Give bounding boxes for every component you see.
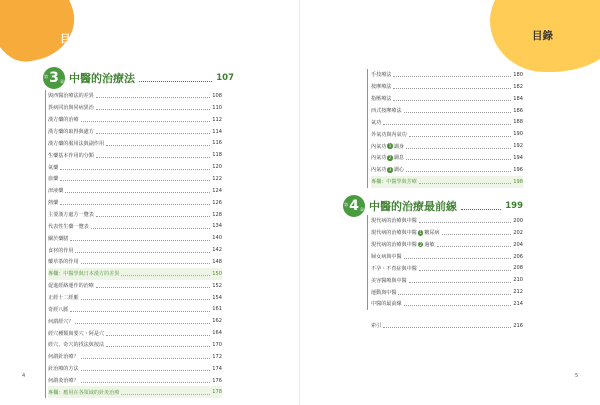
toc-entry[interactable]: [371, 251, 523, 263]
entry-page: 172: [212, 353, 222, 360]
entry-page: 161: [212, 306, 222, 313]
chapter4-title: 中醫的治療最前線: [369, 199, 457, 213]
entry-title: 外氣功與內氣功: [371, 131, 407, 138]
toc-entry[interactable]: [48, 339, 222, 351]
dot-leader: [96, 287, 210, 288]
entry-page: 170: [212, 341, 222, 348]
chapter4-toc-list: [371, 215, 523, 310]
circled-number: 3: [388, 167, 392, 173]
toc-entry[interactable]: [371, 105, 523, 117]
entry-title: 氣藥: [48, 164, 59, 171]
entry-title: 專欄：應用在各領域的針灸治療: [48, 389, 120, 396]
dot-leader: [96, 133, 210, 134]
chapter4-number: 4: [349, 198, 359, 214]
entry-page: 128: [212, 211, 222, 218]
toc-entry[interactable]: [48, 315, 222, 327]
entry-title: 正經十二經脈: [48, 295, 79, 302]
entry-title: 針治療的方法: [48, 366, 79, 373]
chapter4-badge: 第 4 章: [343, 195, 365, 217]
toc-entry[interactable]: [48, 244, 222, 256]
entry-page: 108: [212, 92, 222, 99]
entry-page: 216: [513, 322, 523, 329]
left-page-header: 目錄: [60, 33, 81, 45]
toc-entry[interactable]: [48, 220, 222, 232]
left-page-number: 4: [22, 373, 26, 379]
chapter3-toc-list: [48, 90, 222, 398]
toc-entry[interactable]: [371, 239, 523, 251]
entry-title: 異病同治與同病異治: [48, 105, 94, 112]
entry-title: 指壓療法: [371, 96, 392, 103]
dot-leader: [393, 100, 511, 101]
entry-title: 奇經八脈: [48, 306, 69, 313]
dot-leader: [442, 234, 512, 235]
toc-entry[interactable]: [48, 375, 222, 387]
toc-entry[interactable]: [48, 90, 222, 102]
entry-page: 140: [212, 235, 222, 242]
entry-page: 122: [212, 175, 222, 182]
entry-page: 164: [212, 330, 222, 337]
entry-title: 促進經絡運作的治療: [48, 283, 94, 290]
dot-leader: [60, 180, 210, 181]
toc-entry[interactable]: [48, 327, 222, 339]
dot-leader: [393, 88, 511, 89]
toc-entry[interactable]: [371, 152, 523, 164]
entry-title: 運動與中醫: [371, 289, 397, 296]
toc-entry[interactable]: [371, 298, 523, 310]
entry-page: 206: [513, 253, 523, 260]
entry-title: 按摩療法: [371, 84, 392, 91]
entry-page: 112: [212, 116, 222, 123]
dot-leader: [106, 145, 210, 146]
entry-page: 150: [212, 270, 222, 277]
entry-title: 漢方藥的服用法與副作用: [48, 140, 105, 147]
entry-page: 148: [212, 258, 222, 265]
entry-page: 212: [513, 289, 523, 296]
toc-entry[interactable]: [371, 227, 523, 239]
dot-leader: [393, 76, 511, 77]
entry-title: 生藥基本作用的分類: [48, 152, 94, 159]
entry-page: 208: [513, 265, 523, 272]
toc-entry-column[interactable]: [371, 176, 523, 188]
entry-title: 經穴種類與要穴・阿是穴: [48, 330, 105, 337]
entry-page: 174: [212, 365, 222, 372]
chapter3-title: 中醫的治療法: [69, 71, 135, 85]
entry-title: 食材的作用: [48, 247, 74, 254]
entry-title: 美容醫療與中醫: [371, 277, 407, 284]
dot-leader: [81, 382, 211, 383]
entry-title: 熱藥: [48, 200, 59, 207]
toc-entry-column[interactable]: [48, 386, 222, 398]
dot-leader: [404, 305, 512, 306]
entry-page: 124: [212, 187, 222, 194]
dot-leader: [81, 263, 211, 264]
dot-leader: [96, 216, 210, 217]
chapter4-list-bar: [367, 215, 368, 310]
entry-title: 與西醫治療法的差異: [48, 93, 94, 100]
dot-leader: [65, 192, 210, 193]
toc-entry[interactable]: [48, 209, 222, 221]
dot-leader: [70, 240, 210, 241]
entry-title: 氣功: [371, 119, 382, 126]
entry-title: 藥草茶的作用: [48, 259, 79, 266]
entry-title: 現代病的治療與中醫 1 糖尿病: [371, 230, 440, 237]
entry-page: 178: [212, 389, 222, 396]
entry-page: 204: [513, 241, 523, 248]
toc-entry[interactable]: [371, 274, 523, 286]
entry-page: 120: [212, 164, 222, 171]
toc-entry[interactable]: [48, 137, 222, 149]
chapter3-leader: [139, 81, 212, 82]
entry-title: 何謂灸治療？: [48, 378, 79, 385]
toc-entry[interactable]: [371, 164, 523, 176]
entry-title: 內氣功 3 調心: [371, 167, 404, 174]
toc-entry[interactable]: [48, 102, 222, 114]
toc-entry[interactable]: [48, 149, 222, 161]
chapter4-leader: [461, 209, 501, 210]
entry-page: 110: [212, 104, 222, 111]
entry-page: 198: [513, 178, 523, 185]
entry-title: 何謂針治療？: [48, 354, 79, 361]
chapter3-toc-continued-list: [371, 69, 523, 188]
dot-leader: [409, 136, 512, 137]
entry-title: 漢方藥的取得與處方: [48, 129, 94, 135]
entry-title: 專欄：中醫學與日本漢方的差異: [48, 271, 120, 278]
dot-leader: [409, 282, 512, 283]
circled-number: 2: [419, 241, 422, 247]
entry-page: 202: [513, 229, 523, 236]
dot-leader: [404, 258, 512, 259]
dot-leader: [121, 275, 210, 276]
chapter3-badge: 第 3 章: [43, 67, 65, 89]
dot-leader: [96, 97, 210, 98]
toc-entry-index[interactable]: [371, 320, 523, 332]
toc-entry[interactable]: [371, 286, 523, 298]
chapter3-number: 3: [49, 70, 59, 86]
chapter3-continued-list-bar: [367, 69, 368, 188]
toc-entry[interactable]: [48, 363, 222, 375]
chapter3-list-bar: [45, 90, 46, 398]
toc-entry[interactable]: [48, 292, 222, 304]
dot-leader: [81, 121, 211, 122]
entry-page: 154: [212, 294, 222, 301]
dot-leader: [96, 109, 210, 110]
entry-page: 186: [513, 107, 523, 114]
chapter3-heading[interactable]: [43, 67, 234, 89]
entry-title: 中醫的最前線: [371, 301, 402, 308]
entry-title: 內氣功 1 調身: [371, 143, 404, 150]
entry-page: 192: [513, 143, 523, 150]
right-page-number: 5: [575, 373, 579, 379]
entry-page: 134: [212, 223, 222, 230]
toc-entry[interactable]: [48, 351, 222, 363]
entry-title: 經穴、奇穴的找法與按法: [48, 342, 105, 349]
entry-page: 184: [513, 95, 523, 102]
entry-page: 116: [212, 140, 222, 147]
dot-leader: [121, 394, 210, 395]
index-entry-wrap: [371, 320, 523, 332]
dot-leader: [81, 358, 211, 359]
entry-title: 何謂經穴？: [48, 318, 74, 325]
dot-leader: [75, 252, 210, 253]
dot-leader: [81, 299, 211, 300]
entry-page: 176: [212, 377, 222, 384]
toc-entry[interactable]: [371, 140, 523, 152]
toc-entry[interactable]: [371, 116, 523, 128]
toc-entry[interactable]: [48, 126, 222, 138]
dot-leader: [406, 171, 511, 172]
entry-title: 專欄：中醫學與芳療: [371, 179, 417, 186]
entry-title: 索引: [371, 323, 382, 330]
toc-entry[interactable]: [48, 185, 222, 197]
toc-entry[interactable]: [371, 215, 523, 227]
circled-number: 1: [388, 143, 392, 149]
chapter4-page: 199: [505, 201, 523, 211]
toc-entry-column[interactable]: [48, 268, 222, 280]
entry-title: 漢方藥的治療: [48, 117, 79, 124]
entry-title: 代表性生藥一覽表: [48, 223, 89, 230]
entry-title: 西式按摩療法: [371, 108, 402, 114]
entry-page: 190: [513, 131, 523, 138]
entry-page: 200: [513, 217, 523, 224]
dot-leader: [96, 157, 210, 158]
dot-leader: [404, 112, 512, 113]
dot-leader: [383, 124, 511, 125]
dot-leader: [406, 148, 511, 149]
toc-entry[interactable]: [371, 69, 523, 81]
entry-title: 關於藥膳: [48, 235, 69, 242]
dot-leader: [60, 169, 210, 170]
entry-page: 182: [513, 83, 523, 90]
toc-entry[interactable]: [48, 197, 222, 209]
entry-page: 214: [513, 300, 523, 307]
dot-leader: [437, 246, 512, 247]
entry-page: 114: [212, 128, 222, 135]
dot-leader: [91, 228, 211, 229]
toc-entry[interactable]: [48, 161, 222, 173]
circled-number: 2: [388, 155, 392, 161]
entry-page: 194: [513, 154, 523, 161]
entry-page: 126: [212, 199, 222, 206]
entry-title: 血藥: [48, 176, 59, 183]
toc-entry[interactable]: [48, 303, 222, 315]
entry-title: 手技療法: [371, 72, 392, 79]
dot-leader: [106, 335, 210, 336]
toc-entry[interactable]: [48, 232, 222, 244]
entry-title: 不孕・不育症與中醫: [371, 265, 417, 272]
dot-leader: [398, 294, 511, 295]
entry-title: 婦女病與中醫: [371, 254, 402, 260]
toc-entry[interactable]: [371, 262, 523, 274]
toc-entry[interactable]: [371, 128, 523, 140]
entry-page: 188: [513, 119, 523, 126]
entry-page: 162: [212, 318, 222, 325]
chapter3-page: 107: [216, 73, 234, 83]
dot-leader: [419, 270, 511, 271]
dot-leader: [106, 346, 210, 347]
entry-title: 津液藥: [48, 188, 64, 195]
toc-entry[interactable]: [48, 173, 222, 185]
entry-title: 內氣功 2 調息: [371, 155, 404, 162]
entry-title: 現代病的治療與中醫: [371, 218, 417, 225]
entry-title: 主要漢方處方一覽表: [48, 212, 94, 219]
circled-number: 1: [419, 230, 422, 236]
dot-leader: [419, 222, 511, 223]
entry-page: 118: [212, 152, 222, 159]
entry-page: 196: [513, 166, 523, 173]
toc-entry[interactable]: [48, 256, 222, 268]
entry-page: 210: [513, 277, 523, 284]
entry-page: 152: [212, 282, 222, 289]
toc-entry[interactable]: [48, 114, 222, 126]
book-spine: [299, 0, 300, 405]
dot-leader: [383, 327, 511, 328]
toc-entry[interactable]: [371, 81, 523, 93]
toc-entry[interactable]: [371, 93, 523, 105]
entry-title: 現代病的治療與中醫 2 過敏: [371, 241, 435, 249]
chapter4-heading[interactable]: [343, 195, 523, 217]
toc-entry[interactable]: [48, 280, 222, 292]
dot-leader: [81, 370, 211, 371]
dot-leader: [419, 183, 511, 184]
entry-page: 142: [212, 247, 222, 254]
right-page-header: 目錄: [532, 30, 553, 42]
entry-page: 180: [513, 71, 523, 78]
dot-leader: [60, 204, 210, 205]
dot-leader: [70, 311, 210, 312]
dot-leader: [75, 323, 210, 324]
dot-leader: [406, 159, 511, 160]
